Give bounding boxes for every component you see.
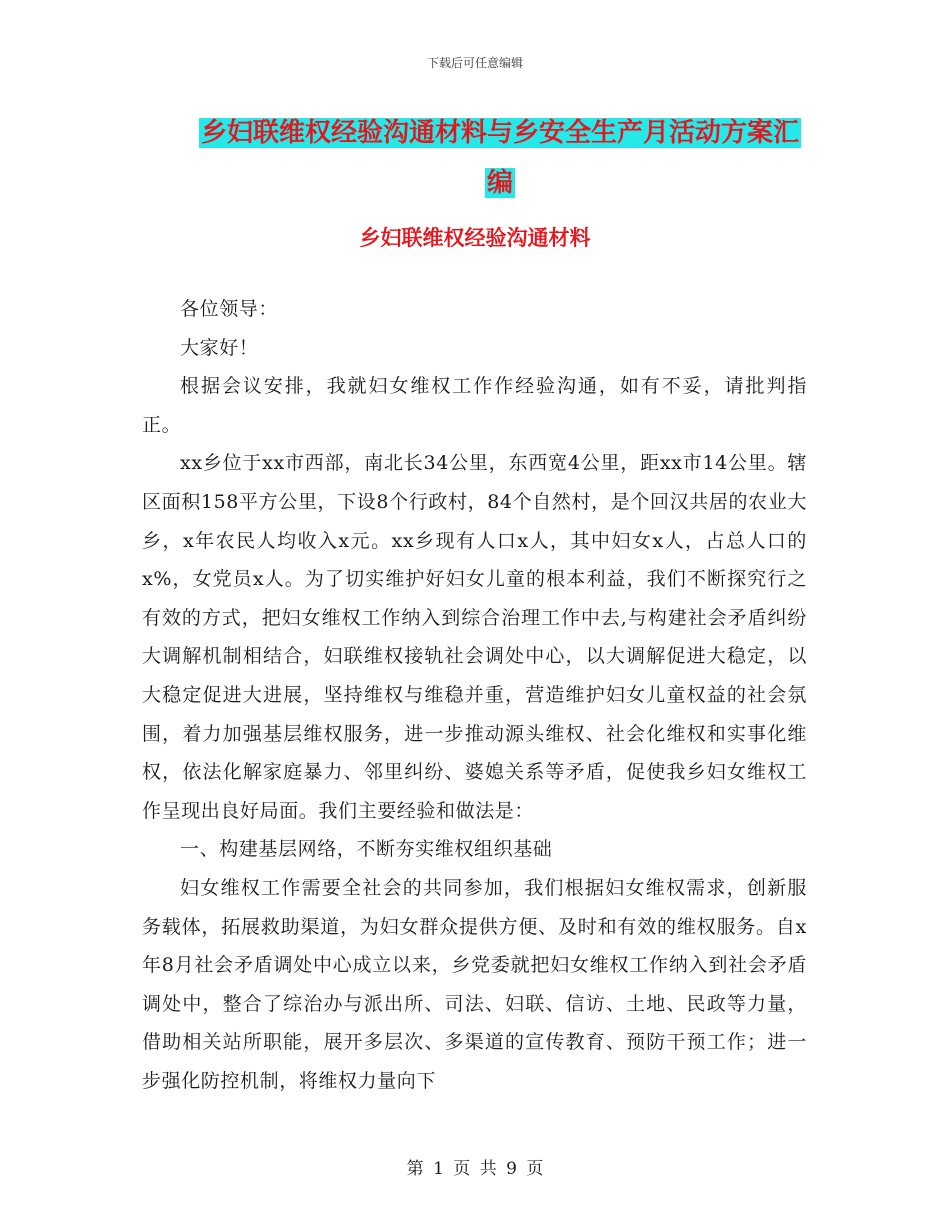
subheading: 一、构建基层网络，不断夯实维权组织基础 [180,838,553,861]
document-title [190,108,810,208]
body-paragraph: 妇女维权工作需要全社会的共同参加，我们根据妇女维权需求，创新服务载体，拓展救助渠道，为妇女群众提供方便、及时和有效的维权服务。自x年8月社会矛盾调处中心成立以来，乡党委就把妇女维权工作纳入到社会矛盾调处中，整合了综治办与派出所、司法、妇联、信访、土地、民政等力量，借助相关站所职能，展开多层次、多渠道的宣传教育、预防干预工作；进一步强化防控机制，将维权力量向下 [142,876,807,1092]
document-title-line-2: 编 [486,168,513,198]
document-title-line-1: 乡妇联维权经验沟通材料与乡安全生产月活动方案汇 [200,118,799,148]
document-body [142,290,807,1100]
salutation: 各位领导： [180,298,279,320]
section-title: 乡妇联维权经验沟通材料 [359,225,591,250]
greeting: 大家好！ [180,336,259,359]
body-paragraph: 根据会议安排，我就妇女维权工作作经验沟通，如有不妥，请批判指正。 [142,375,807,436]
page-footer: 第 1 页 共 9 页 [406,1159,544,1179]
body-paragraph: xx乡位于xx市西部，南北长34公里，东西宽4公里，距xx市14公里。辖区面积158平方公里，下设8个行政村，84个自然村，是个回汉共居的农业大乡，x年农民人均收入x元。xx乡现有人口x人，其中妇女x人，占总人口的x%，女党员x人。为了切实维护好妇女儿童的根本利益，我们不断探究行之有效的方式，把妇女维权工作纳入到综合治理工作中去,与构建社会矛盾纠纷大调解机制相结合，妇联维权接轨社会调处中心，以大调解促进大稳定，以大稳定促进大进展，坚持维权与维稳并重，营造维护妇女儿童权益的社会氛围，着力加强基层维权服务，进一步推动源头维权、社会化维权和实事化维权，依法化解家庭暴力、邻里纠纷、婆媳关系等矛盾，促使我乡妇女维权工作呈现出良好局面。我们主要经验和做法是： [142,452,807,822]
header-note: 下载后可任意编辑 [426,56,523,70]
